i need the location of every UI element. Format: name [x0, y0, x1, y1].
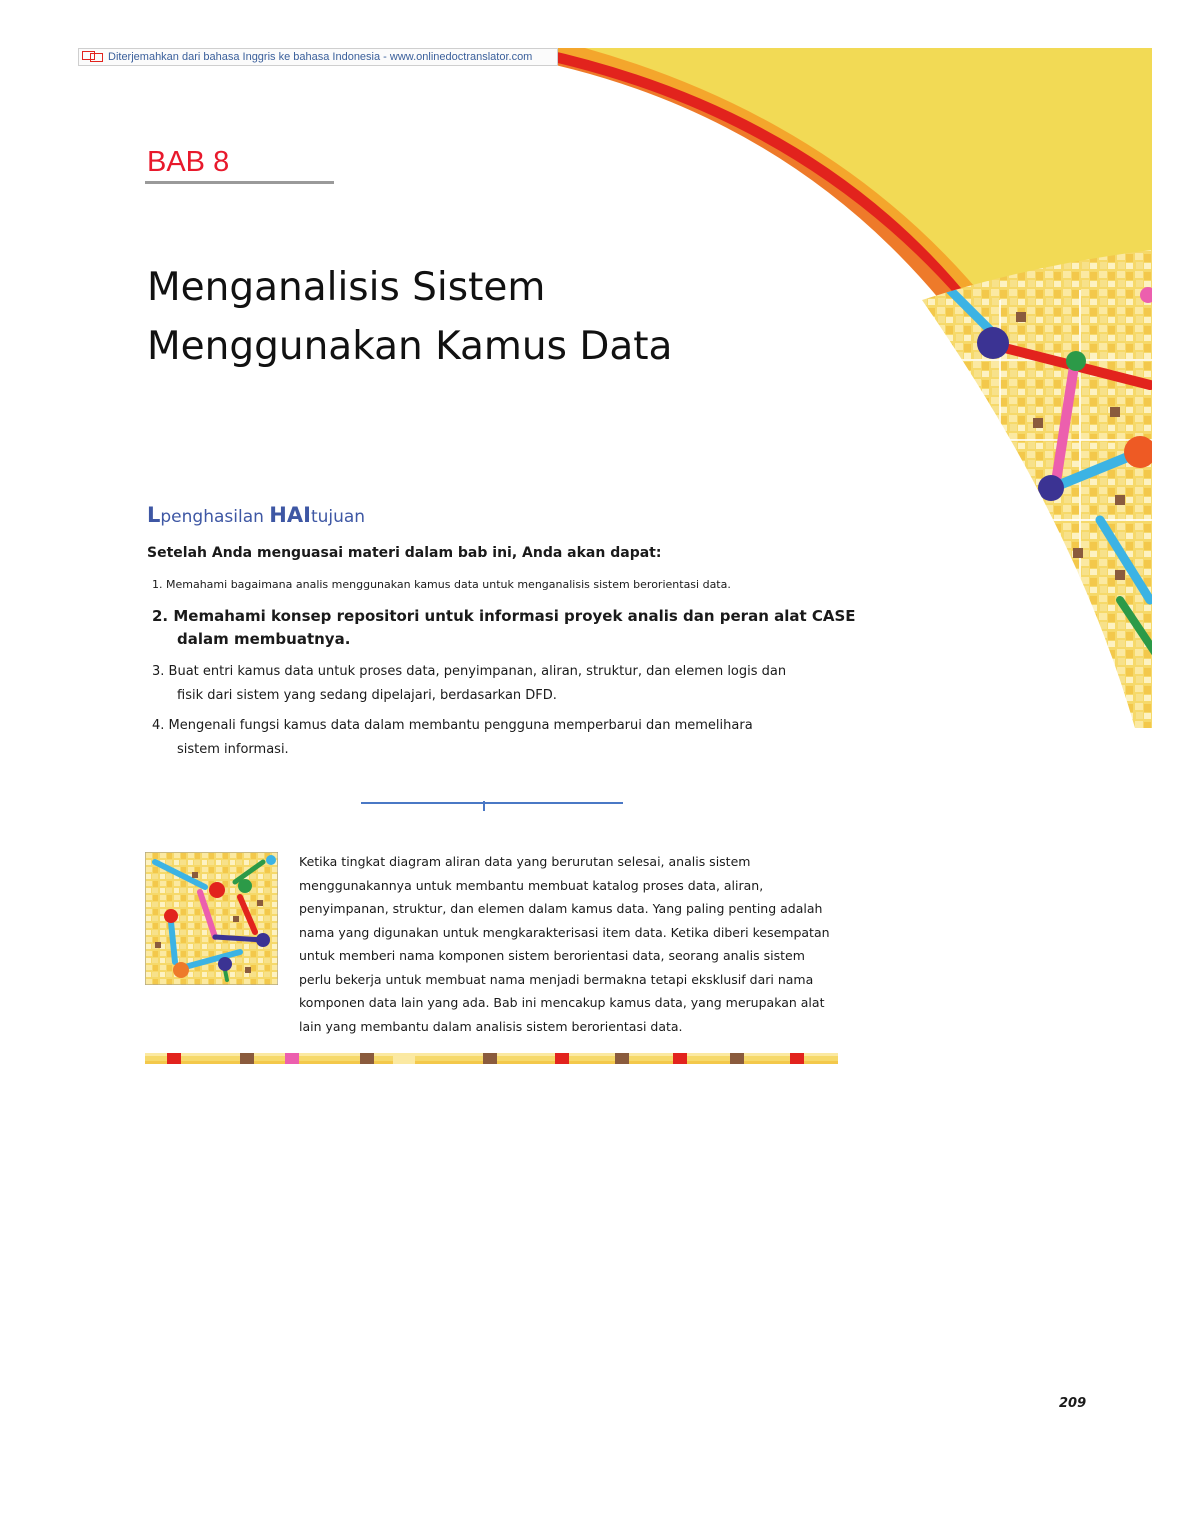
decorative-strip	[145, 1053, 838, 1064]
chapter-label: BAB 8	[147, 146, 230, 178]
objective-item-3	[152, 660, 786, 708]
objective-text-continued: sistem informasi.	[177, 742, 289, 757]
objective-text: Memahami konsep repositori untuk informasi proyek analis dan peran alat CASE	[173, 607, 856, 625]
objective-text: Mengenali fungsi kamus data dalam membantu pengguna memperbarui dan memelihara	[168, 718, 753, 733]
chapter-title-line: Menggunakan Kamus Data	[147, 324, 673, 369]
paragraph-line: Ketika tingkat diagram aliran data yang berurutan selesai, analis sistem	[299, 854, 751, 869]
chapter-title	[147, 258, 672, 376]
objectives-intro: Setelah Anda menguasai materi dalam bab ini, Anda akan dapat:	[147, 545, 662, 561]
section-divider	[361, 802, 623, 804]
objective-item-2	[152, 605, 856, 651]
translator-logo-icon	[82, 51, 104, 62]
objective-item-1	[152, 578, 731, 591]
paragraph-line: nama yang digunakan untuk mengkarakterisasi item data. Ketika diberi kesempatan	[299, 924, 830, 940]
paragraph-line: menggunakannya untuk membantu membuat katalog proses data, aliran,	[299, 877, 764, 893]
paragraph-line: penyimpanan, struktur, dan elemen dalam kamus data. Yang paling penting adalah	[299, 901, 823, 916]
objective-item-4	[152, 714, 753, 762]
learning-objectives-heading	[147, 503, 365, 527]
objective-number: 3.	[152, 664, 165, 679]
paragraph-line: lain yang membantu dalam analisis sistem berorientasi data.	[299, 1018, 683, 1034]
paragraph-line: untuk memberi nama komponen sistem berorientasi data, seorang analis sistem	[299, 948, 805, 963]
objective-text: Memahami bagaimana analis menggunakan kamus data untuk menganalisis sistem berorientasi data.	[166, 578, 731, 591]
objective-number: 4.	[152, 718, 165, 733]
chapter-rule	[145, 181, 334, 184]
objective-number: 1.	[152, 578, 163, 591]
objective-text: Buat entri kamus data untuk proses data, penyimpanan, aliran, struktur, dan elemen logis dan	[168, 664, 787, 679]
objective-number: 2.	[152, 607, 169, 625]
translation-banner-text: Diterjemahkan dari bahasa Inggris ke bahasa Indonesia - www.onlinedoctranslator.com	[108, 51, 533, 63]
objective-text-continued: fisik dari sistem yang sedang dipelajari, berdasarkan DFD.	[177, 688, 557, 703]
paragraph-line: perlu bekerja untuk membuat nama menjadi bermakna tetapi eksklusif dari nama	[299, 971, 814, 987]
paragraph-line: komponen data lain yang ada. Bab ini mencakup kamus data, yang merupakan alat	[299, 995, 825, 1010]
chapter-title-line: Menganalisis Sistem	[147, 265, 546, 310]
page-number: 209	[1059, 1396, 1087, 1411]
translation-banner[interactable]	[78, 48, 558, 66]
objective-text-continued: dalam membuatnya.	[177, 630, 351, 648]
heading-initial-l: L	[147, 503, 161, 527]
heading-word: tujuan	[310, 507, 366, 527]
chapter-thumbnail-image	[145, 852, 278, 985]
heading-word: penghasilan	[160, 507, 270, 527]
heading-initial-hai: HAI	[269, 503, 311, 527]
chapter-intro-paragraph	[299, 850, 849, 1038]
section-divider-tick	[483, 801, 485, 811]
